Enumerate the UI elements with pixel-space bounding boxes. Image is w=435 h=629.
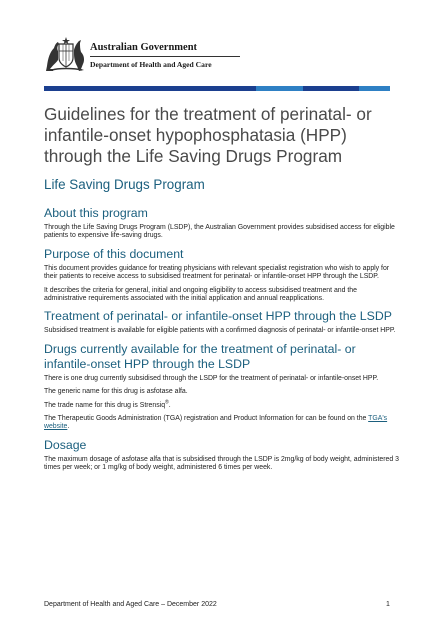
section-heading-dosage: Dosage: [44, 437, 87, 452]
drugs-paragraph-1: There is one drug currently subsidised through the LSDP for the treatment of perinatal- or infantile-onset HPP.: [44, 374, 379, 382]
logo-divider: [90, 56, 240, 57]
purpose-paragraph-1: This document provides guidance for treating physicians with relevant specialist registration who wish to apply for their patients to receive access to subsidised treatment for perinatal- or infantile-onset HPP through the LSDP.: [44, 264, 390, 281]
document-title: Guidelines for the treatment of perinatal- or infantile-onset hypophosphatasia (HPP) through the Life Saving Drugs Program: [44, 104, 372, 166]
government-name: Australian Government: [90, 42, 198, 53]
drugs-paragraph-3: [44, 399, 399, 410]
tga-text-period: .: [67, 423, 70, 431]
document-subtitle: Life Saving Drugs Program: [44, 177, 205, 192]
about-paragraph: Through the Life Saving Drugs Program (LSDP), the Australian Government provides subsidised access for eligible patients to expensive life-saving drugs.: [44, 224, 395, 240]
dosage-paragraph: The maximum dosage of asfotase alfa that is subsidised through the LSDP is 2mg/kg of body weight, administered 3 times per week; or 1 mg/kg of body weight, administered 6 times per week.: [44, 455, 399, 472]
registered-mark: ®: [165, 399, 169, 406]
header-color-bar: [44, 86, 390, 91]
tga-text: The Therapeutic Goods Administration (TGA) registration and Product Information for can be found on the: [44, 415, 369, 423]
header-bar-segment: [303, 86, 359, 91]
page-number: 1: [386, 601, 390, 608]
treatment-paragraph: Subsidised treatment is available for eligible patients with a confirmed diagnosis of perinatal- or infantile-onset HPP.: [44, 327, 396, 335]
section-heading-treatment: Treatment of perinatal- or infantile-onset HPP through the LSDP: [44, 309, 392, 324]
government-logo: [44, 36, 244, 76]
header-bar-segment: [256, 86, 303, 91]
trade-name-text: The trade name for this drug is Strensiq: [44, 401, 166, 409]
header-bar-segment: [44, 86, 256, 91]
trade-name-period: .: [168, 401, 171, 409]
drugs-paragraph-4: [44, 415, 399, 432]
section-heading-about: About this program: [44, 206, 148, 220]
tga-website-link[interactable]: TGA's website: [44, 415, 388, 431]
footer-text: Department of Health and Aged Care – December 2022: [44, 601, 217, 608]
department-name: Department of Health and Aged Care: [90, 60, 212, 69]
section-heading-drugs: Drugs currently available for the treatment of perinatal- or infantile-onset HPP through the LSDP: [44, 341, 356, 371]
section-heading-purpose: Purpose of this document: [44, 246, 184, 261]
drugs-paragraph-2: The generic name for this drug is asfotase alfa.: [44, 388, 188, 396]
coat-of-arms-icon: [44, 36, 88, 74]
purpose-paragraph-2: It describes the criteria for general, initial and ongoing eligibility to access subsidised treatment and the administrative requirements associated with the initial application and annual reapplications.: [44, 286, 357, 303]
header-bar-segment: [359, 86, 390, 91]
document-body: [44, 200, 399, 478]
